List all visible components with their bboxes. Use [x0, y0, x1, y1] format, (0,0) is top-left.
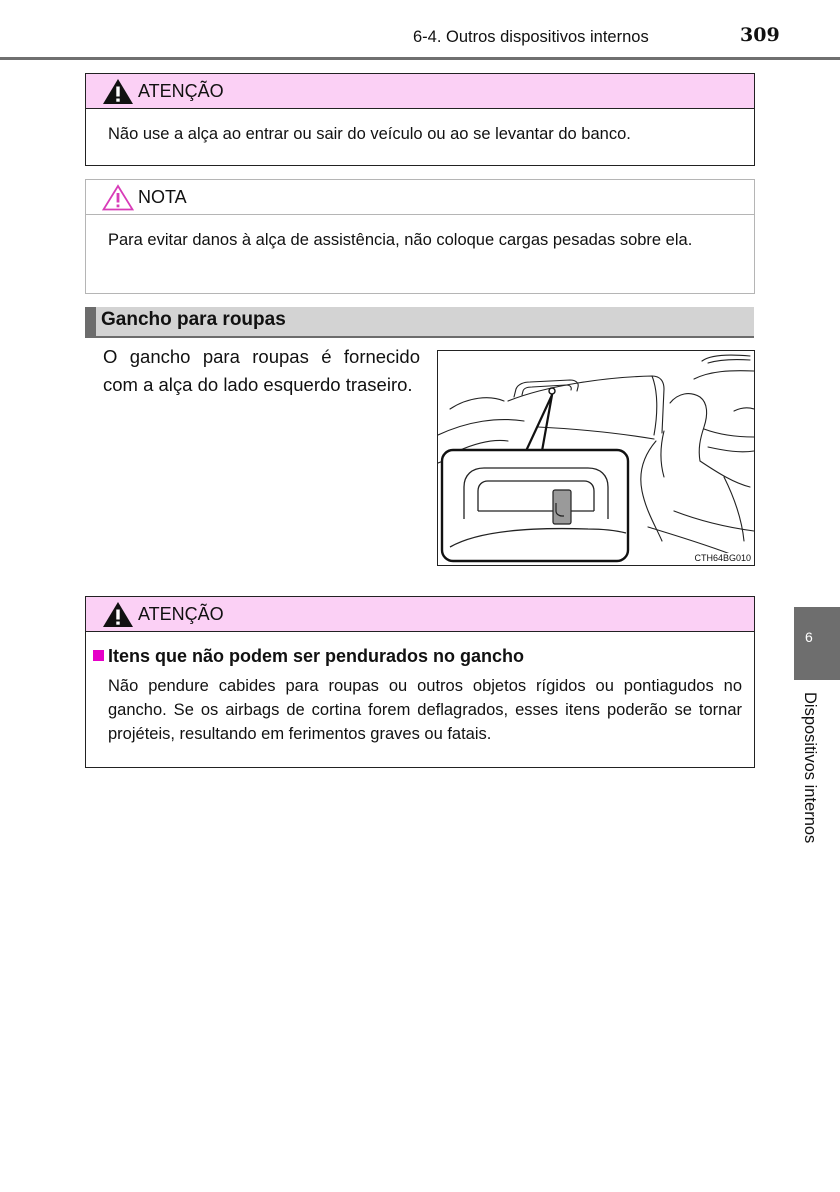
warning-text: Não pendure cabides para roupas ou outros objetos rígidos ou pontiagudos no gancho. Se os airbags de cortina forem deflagrados, esses itens poderão se tornar projéteis, resultando em ferimentos graves ou fatais. [108, 677, 742, 743]
section-bar-marker [85, 307, 96, 338]
warning-subheading [93, 646, 524, 667]
warning-text: Não use a alça ao entrar ou sair do veículo ou ao se levantar do banco. [108, 125, 631, 143]
page-number: 309 [740, 24, 780, 46]
coat-hook-illustration [437, 350, 755, 566]
warning-triangle-icon [102, 78, 134, 105]
warning-label: ATENÇÃO [138, 604, 224, 624]
figure-code: CTH64BG010 [694, 553, 751, 563]
warning-subheading-text: Itens que não podem ser pendurados no gancho [108, 646, 525, 666]
note-label: NOTA [138, 187, 187, 207]
section-body-text: O gancho para roupas é fornecido com a alça do lado esquerdo traseiro. [103, 346, 420, 395]
warning-box-header [86, 74, 754, 109]
warning-label: ATENÇÃO [138, 81, 224, 101]
warning-box-hook [85, 596, 755, 768]
warning-box-handle [85, 73, 755, 166]
chapter-title: Dispositivos internos [801, 692, 819, 844]
illustration-drawing [438, 351, 754, 565]
header-rule [0, 57, 840, 60]
note-box-header [86, 180, 754, 215]
chapter-number: 6 [805, 629, 813, 645]
note-text: Para evitar danos à alça de assistência, não coloque cargas pesadas sobre ela. [108, 231, 693, 249]
section-title: Gancho para roupas [101, 309, 286, 330]
warning-triangle-icon [102, 601, 134, 628]
note-box [85, 179, 755, 294]
bullet-square-icon [93, 650, 104, 661]
section-heading-bar [85, 307, 754, 338]
running-header-section: 6-4. Outros dispositivos internos [413, 28, 649, 46]
warning-box-header [86, 597, 754, 632]
caution-triangle-icon [102, 184, 134, 211]
chapter-tab [794, 607, 840, 680]
